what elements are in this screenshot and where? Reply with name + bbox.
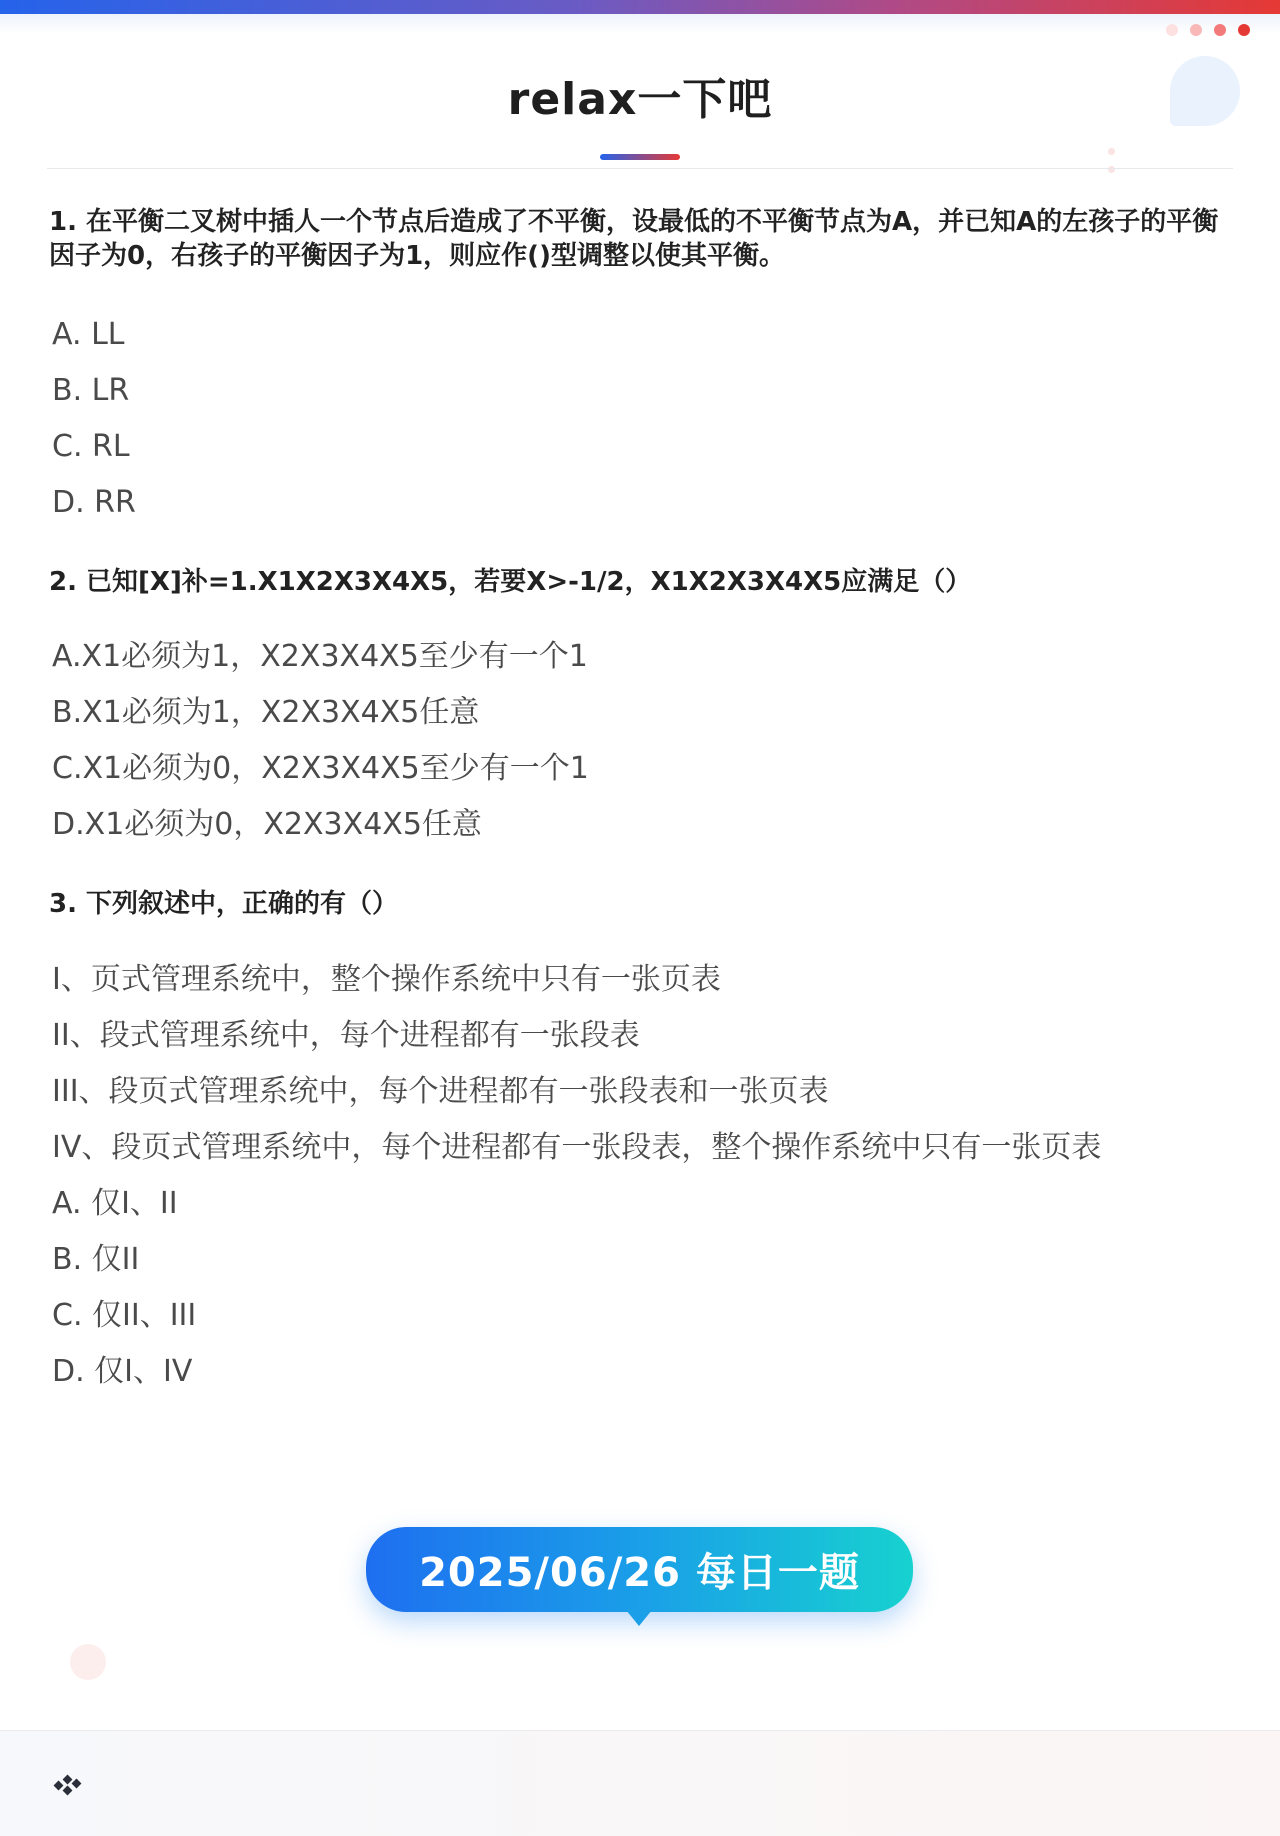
question-3-text: 3. 下列叙述中，正确的有（） [49, 889, 399, 919]
footer [0, 1730, 1280, 1836]
question-2-option-a: A.X1必须为1，X2X3X4X5至少有一个1 [52, 639, 588, 674]
question-1-text: 1. 在平衡二叉树中插人一个节点后造成了不平衡，设最低的不平衡节点为A，并已知A的左孩子的平衡因子为0，右孩子的平衡因子为1，则应作()型调整以使其平衡。 [49, 207, 1219, 271]
header-divider [47, 168, 1233, 169]
question-2-text: 2. 已知[X]补=1.X1X2X3X4X5，若要X>-1/2，X1X2X3X4X5应满足（） [49, 567, 972, 597]
question-3-option-b: B. 仅II [52, 1242, 140, 1277]
decor-pink-circle [70, 1644, 106, 1680]
decor-dot-4 [1238, 24, 1250, 36]
question-1-options [52, 307, 1232, 531]
question-3-option-a: A. 仅I、II [52, 1186, 178, 1221]
title-underline [600, 154, 680, 160]
decor-spark [1108, 148, 1115, 155]
top-gradient-bar [0, 0, 1280, 14]
question-3-statement-4: IV、段页式管理系统中，每个进程都有一张段表，整个操作系统中只有一张页表 [52, 1130, 1102, 1165]
question-3-option-c: C. 仅II、III [52, 1298, 197, 1333]
date-banner-pointer [626, 1610, 652, 1626]
decor-dot-1 [1166, 24, 1178, 36]
question-2-option-d: D.X1必须为0，X2X3X4X5任意 [52, 807, 482, 842]
question-3-body [52, 952, 1232, 1400]
decor-dot-3 [1214, 24, 1226, 36]
question-3-statement-1: I、页式管理系统中，整个操作系统中只有一张页表 [52, 962, 721, 997]
question-2-option-c: C.X1必须为0，X2X3X4X5至少有一个1 [52, 751, 589, 786]
date-banner [366, 1527, 913, 1612]
date-banner-text: 2025/06/26 每日一题 [419, 1550, 860, 1596]
question-1-option-d: D. RR [52, 485, 136, 520]
question-2-options [52, 629, 1232, 853]
decor-dot-2 [1190, 24, 1202, 36]
question-2-option-b: B.X1必须为1，X2X3X4X5任意 [52, 695, 480, 730]
question-3-option-d: D. 仅I、IV [52, 1354, 193, 1389]
question-3-statement-3: III、段页式管理系统中，每个进程都有一张段表和一张页表 [52, 1074, 829, 1109]
page-title: relax一下吧 [507, 74, 773, 125]
question-1-option-a: A. LL [52, 317, 125, 352]
question-3-statement-2: II、段式管理系统中，每个进程都有一张段表 [52, 1018, 640, 1053]
top-fade-band [0, 14, 1280, 34]
question-1-option-b: B. LR [52, 373, 130, 408]
question-1-option-c: C. RL [52, 429, 130, 464]
diamond-cluster-icon [52, 1771, 86, 1797]
